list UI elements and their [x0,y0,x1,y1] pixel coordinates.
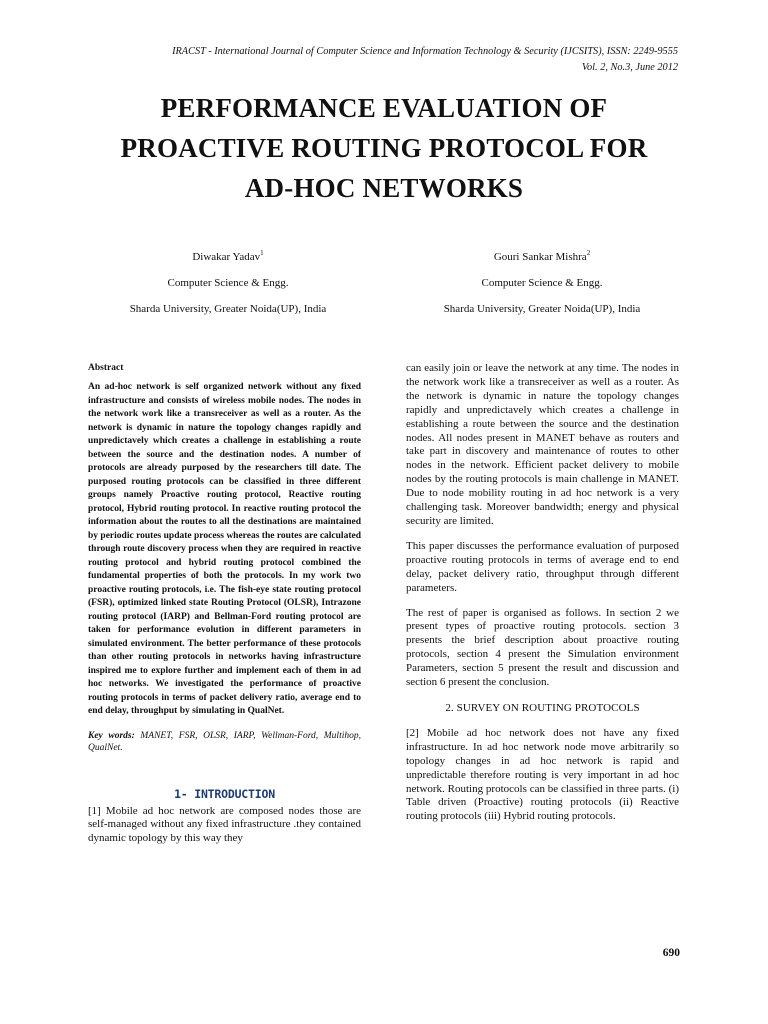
title-line: PERFORMANCE EVALUATION OF [160,93,608,123]
introduction-paragraph-1: [1] Mobile ad hoc network are composed nodes those are self-managed without any fixed infrastructure .they contained dynamic topology by this way they [88,804,361,845]
page-number: 690 [662,947,680,959]
author-block-1 [78,244,378,322]
abstract-body: An ad-hoc network is self organized network without any fixed infrastructure and consists of wireless mobile nodes. The nodes in the network work like a transreceiver as well as a router. As the network is dynamic in nature the topology changes rapidly and unpredictavely which creates a challenge in establishing a route between the source and the destination nodes. A number of protocols are already purposed by the researchers till date. The purposed routing protocols can be classified in three different groups namely Proactive routing protocol, Reactive routing protocol, Hybrid routing protocol. In reactive routing protocol the information about the routes to all the destinations are maintained by periodic routes update process whereas the routes are calculated through route discovery process when they are required in reactive routing protocol and hybrid routing protocol combined the fundamental properties of both the protocols. In my work two proactive routing protocols, i.e. The fish-eye state routing protocol (FSR), optimized linked state Routing Protocol (OLSR), Intrazone routing protocol (IARP) and Bellman-Ford routing protocol are taken for performance evolution in different parameters in simulated environment. The better performance of these protocols than other routing protocols in networks having infrastructure inspired me to explore further and implement each of them in ad hoc networks. We investigated the performance of proactive routing protocols in terms of packet delivery ratio, average end to end delay, throughput by simulating in QualNet. [88,382,361,716]
right-column [406,362,679,835]
introduction-paragraph-3: The rest of paper is organised as follows. In section 2 we present types of proactive routing protocols. section 3 presents the brief description about proactive routing protocols, section 4 present the Simulation environment Parameters, section 5 present the result and discussion and section 6 present the conclusion. [406,606,679,689]
keywords-text: MANET, FSR, OLSR, IARP, Wellman-Ford, Multihop, QualNet. [88,730,361,753]
keywords [88,730,361,754]
introduction-paragraph-2: This paper discusses the performance evaluation of purposed proactive routing protocols in terms of average end to end delay, packet delivery ratio, throughput through different parameters. [406,539,679,594]
author-name: Diwakar Yadav$^1$ [192,249,264,263]
abstract-heading: Abstract [88,363,124,373]
author-mark: 1 [260,249,264,257]
author-block-2 [392,244,692,322]
introduction-heading: 1- INTRODUCTION [174,786,275,801]
survey-paragraph: [2] Mobile ad hoc network does not have any fixed infrastructure. In ad hoc network node move arbitrarily so topology changes in ad hoc network is rapid and unpredictable therefore routing is very important in ad hoc network. Routing protocols can be classified in three parts. (i) Table driven (Proactive) routing protocols (ii) Reactive routing protocols (iii) Hybrid routing protocols. [406,726,679,823]
introduction-continuation: can easily join or leave the network at any time. The nodes in the network work like a transreceiver as well as a router. As the network is dynamic in nature the topology changes rapidly and unpredictavely which creates a challenge in establishing a route between the source and the destination nodes. All nodes present in MANET behave as routers and take part in discovery and maintenance of routes to other nodes in the network. Efficient packet delivery to mobile nodes by the routing protocols is main challenge in MANET. Due to node mobility routing in ad hoc network is a very challenging task. Moreover bandwidth; energy and physical security are limited. [406,362,679,527]
author-mark: 2 [586,249,591,257]
left-column [88,362,361,846]
volume-header: Vol. 2, No.3, June 2012 [581,62,678,73]
title-line: PROACTIVE ROUTING PROTOCOL FOR [120,133,648,163]
author-name: Gouri Sankar Mishra$^2$ [493,249,591,263]
author-affiliation: Sharda University, Greater Noida(UP), India [129,303,327,315]
author-department: Computer Science & Engg. [167,277,289,289]
title-line: AD-HOC NETWORKS [244,173,524,203]
author-department: Computer Science & Engg. [481,277,603,289]
journal-header: IRACST - International Journal of Computer Science and Information Technology & Security (IJCSITS), ISSN: 2249-9555 [172,46,678,57]
survey-heading: 2. SURVEY ON ROUTING PROTOCOLS [445,701,640,714]
keywords-label: Key words: [88,730,135,741]
paper-title [60,88,708,208]
author-affiliation: Sharda University, Greater Noida(UP), India [443,303,641,315]
